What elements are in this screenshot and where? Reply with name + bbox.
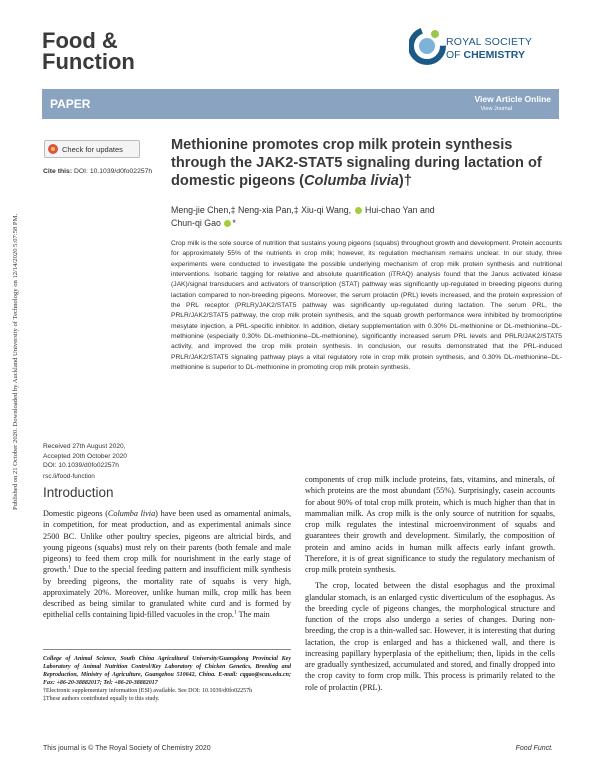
view-article-online-link[interactable]: View Article Online [474, 94, 551, 104]
article-type-label: PAPER [50, 97, 91, 111]
publisher-name: ROYAL SOCIETY OF CHEMISTRY [446, 36, 533, 61]
orcid-icon[interactable] [224, 220, 231, 227]
article-history: Received 27th August 2020, Accepted 20th October 2020 DOI: 10.1039/d0fo02257h [43, 443, 127, 470]
crossmark-icon [48, 144, 58, 154]
intro-right-column: components of crop milk include proteins, fats, vitamins, and minerals, of which proteins are the most abundant (55%). Surprisingly, casein accounts for about 90% of total crop milk protein, which is much higher than that in mammalian milk. As crop milk is the only source of nutrition for squabs, crop milk regulates the intestinal microenvironment of squabs and guarantees their growth and development. Similarly, the composition of protein and amino acids in human milk affects early infant growth. Therefore, it is of great significance to study the regulatory mechanism of crop milk protein synthesis. The crop, located between the distal esophagus and the proximal glandular stomach, is an enlarged cystic diverticulum of the esophagus. As the breeding cycle of pigeons changes, the morphological structure and function of the crops also undergo a series of changes. During non-breeding, the crop is a thin-walled sac. However, it is interesting that during lactation, the crop is enlarged and has a thickened wall, and there is increasing papillary hyperplasia of the epithelium; then, lipids in the cells are gradually synthesized, accumulated and stored, and finally dropped into the crop cavity to form crop milk. This process is primarily related to the role of prolactin (PRL). [305, 475, 555, 692]
journal-link[interactable]: rsc.li/food-function [43, 473, 95, 480]
orcid-icon[interactable] [355, 207, 362, 214]
article-type-bar [42, 89, 559, 119]
copyright-footer: This journal is © The Royal Society of Chemistry 2020 [43, 745, 211, 752]
view-journal-link[interactable]: View Journal [480, 106, 512, 112]
abstract: Crop milk is the sole source of nutrition that sustains young pigeons (squabs) throughout growth and development. Protein accounts for approximately 55% of the nutrients in crop milk; however, its regulation mechanism remains unclear. In our study, three experiments were conducted to investigate the possible underlying mechanism of crop milk protein synthesis and nutritional interventions. Isobaric tagging for relative and absolute quantification (iTRAQ) analysis found that the Janus activated kinase (JAK)/signal transducers and activators of transcription (STAT) pathway was significantly up-regulated in breeding pigeons during lactation compared to non-breeding pigeons. Moreover, the serum prolactin (PRL) levels increased, and the protein expression of the PRL receptor (PRLR)/JAK2/STAT5 pathway was significantly up-regulated during lactation. The serum PRL, the PRLR/JAK2/STAT5 pathway, the crop milk protein synthesis, and the squab growth performance were inhibited by bromocriptine mesylate injection, a PRL-specific inhibitor. In addition, dietary supplementation with 0.30% DL-methionine or DL-methionine–DL-methionine (especially 0.30% DL-methionine–DL-methionine), significantly increased serum PRL levels and PRLR/JAK2/STAT5 activity, and improved the crop milk protein synthesis. In conclusion, our results demonstrated that the PRL-induced PRLR/JAK2/STAT5 signaling pathway plays a vital regulatory role in crop milk protein synthesis, and 0.30% DL-methionine–DL-methionine is superior to DL-methionine in promoting crop milk protein synthesis. [171, 240, 562, 372]
check-for-updates-button[interactable]: Check for updates [44, 140, 140, 158]
intro-left-column: Domestic pigeons (Columba livia) have been used as ornamental animals, in competition, for meat production, and as experimental animals since 2500 BC. Unlike other poultry species, pigeons are altricial birds, and young pigeons (squabs) must rely on their parents (both female and male pigeons) to feed them crop milk for nourishment in the early stage of growth.$^1$ Due to the special feeding pattern and insufficient milk synthesis by breeding pigeons, the mortality rate of squabs is very high, approximately 20%. Moreover, unlike human milk, crop milk has been described as being similar to granulated white curd and is formed by epithelial cells containing lipid-filled vacuoles in the crop.$^1$ The main [43, 509, 291, 620]
citation-line: Cite this: DOI: 10.1039/d0fo02257h [43, 168, 153, 175]
affiliation-divider [43, 649, 291, 650]
journal-title[interactable]: Food & Function [42, 28, 135, 74]
author-list: Meng-jie Chen,‡ Neng-xia Pan,‡ Xiu-qi Wang, Hui-chao Yan and Chun-qi Gao * [171, 205, 435, 228]
introduction-heading: Introduction [43, 485, 114, 500]
journal-abbrev-footer: Food Funct. [515, 745, 553, 752]
download-stamp: Published on 21 October 2020. Downloaded by Auckland University of Technology on 12/14/2020 5:07:58 PM. [12, 213, 19, 510]
article-title: Methionine promotes crop milk protein synthesis through the JAK2-STAT5 signaling during lactation of domestic pigeons (Columba livia)† [171, 137, 542, 189]
affiliations: College of Animal Science, South China Agricultural University/Guangdong Provincial Key Laboratory of Animal Nutrition Control/Key Laboratory of Chicken Genetics, Breeding and Reproduction, Ministry of Agriculture, Guangzhou 510642, China. E-mail: cqgao@scau.edu.cn; Fax: +86-20-38882017; Tel: +86-20-38882017 †Electronic supplementary information (ESI) available. See DOI: 10.1039/d0fo02257h ‡These authors contributed equally to this study. [43, 656, 291, 703]
